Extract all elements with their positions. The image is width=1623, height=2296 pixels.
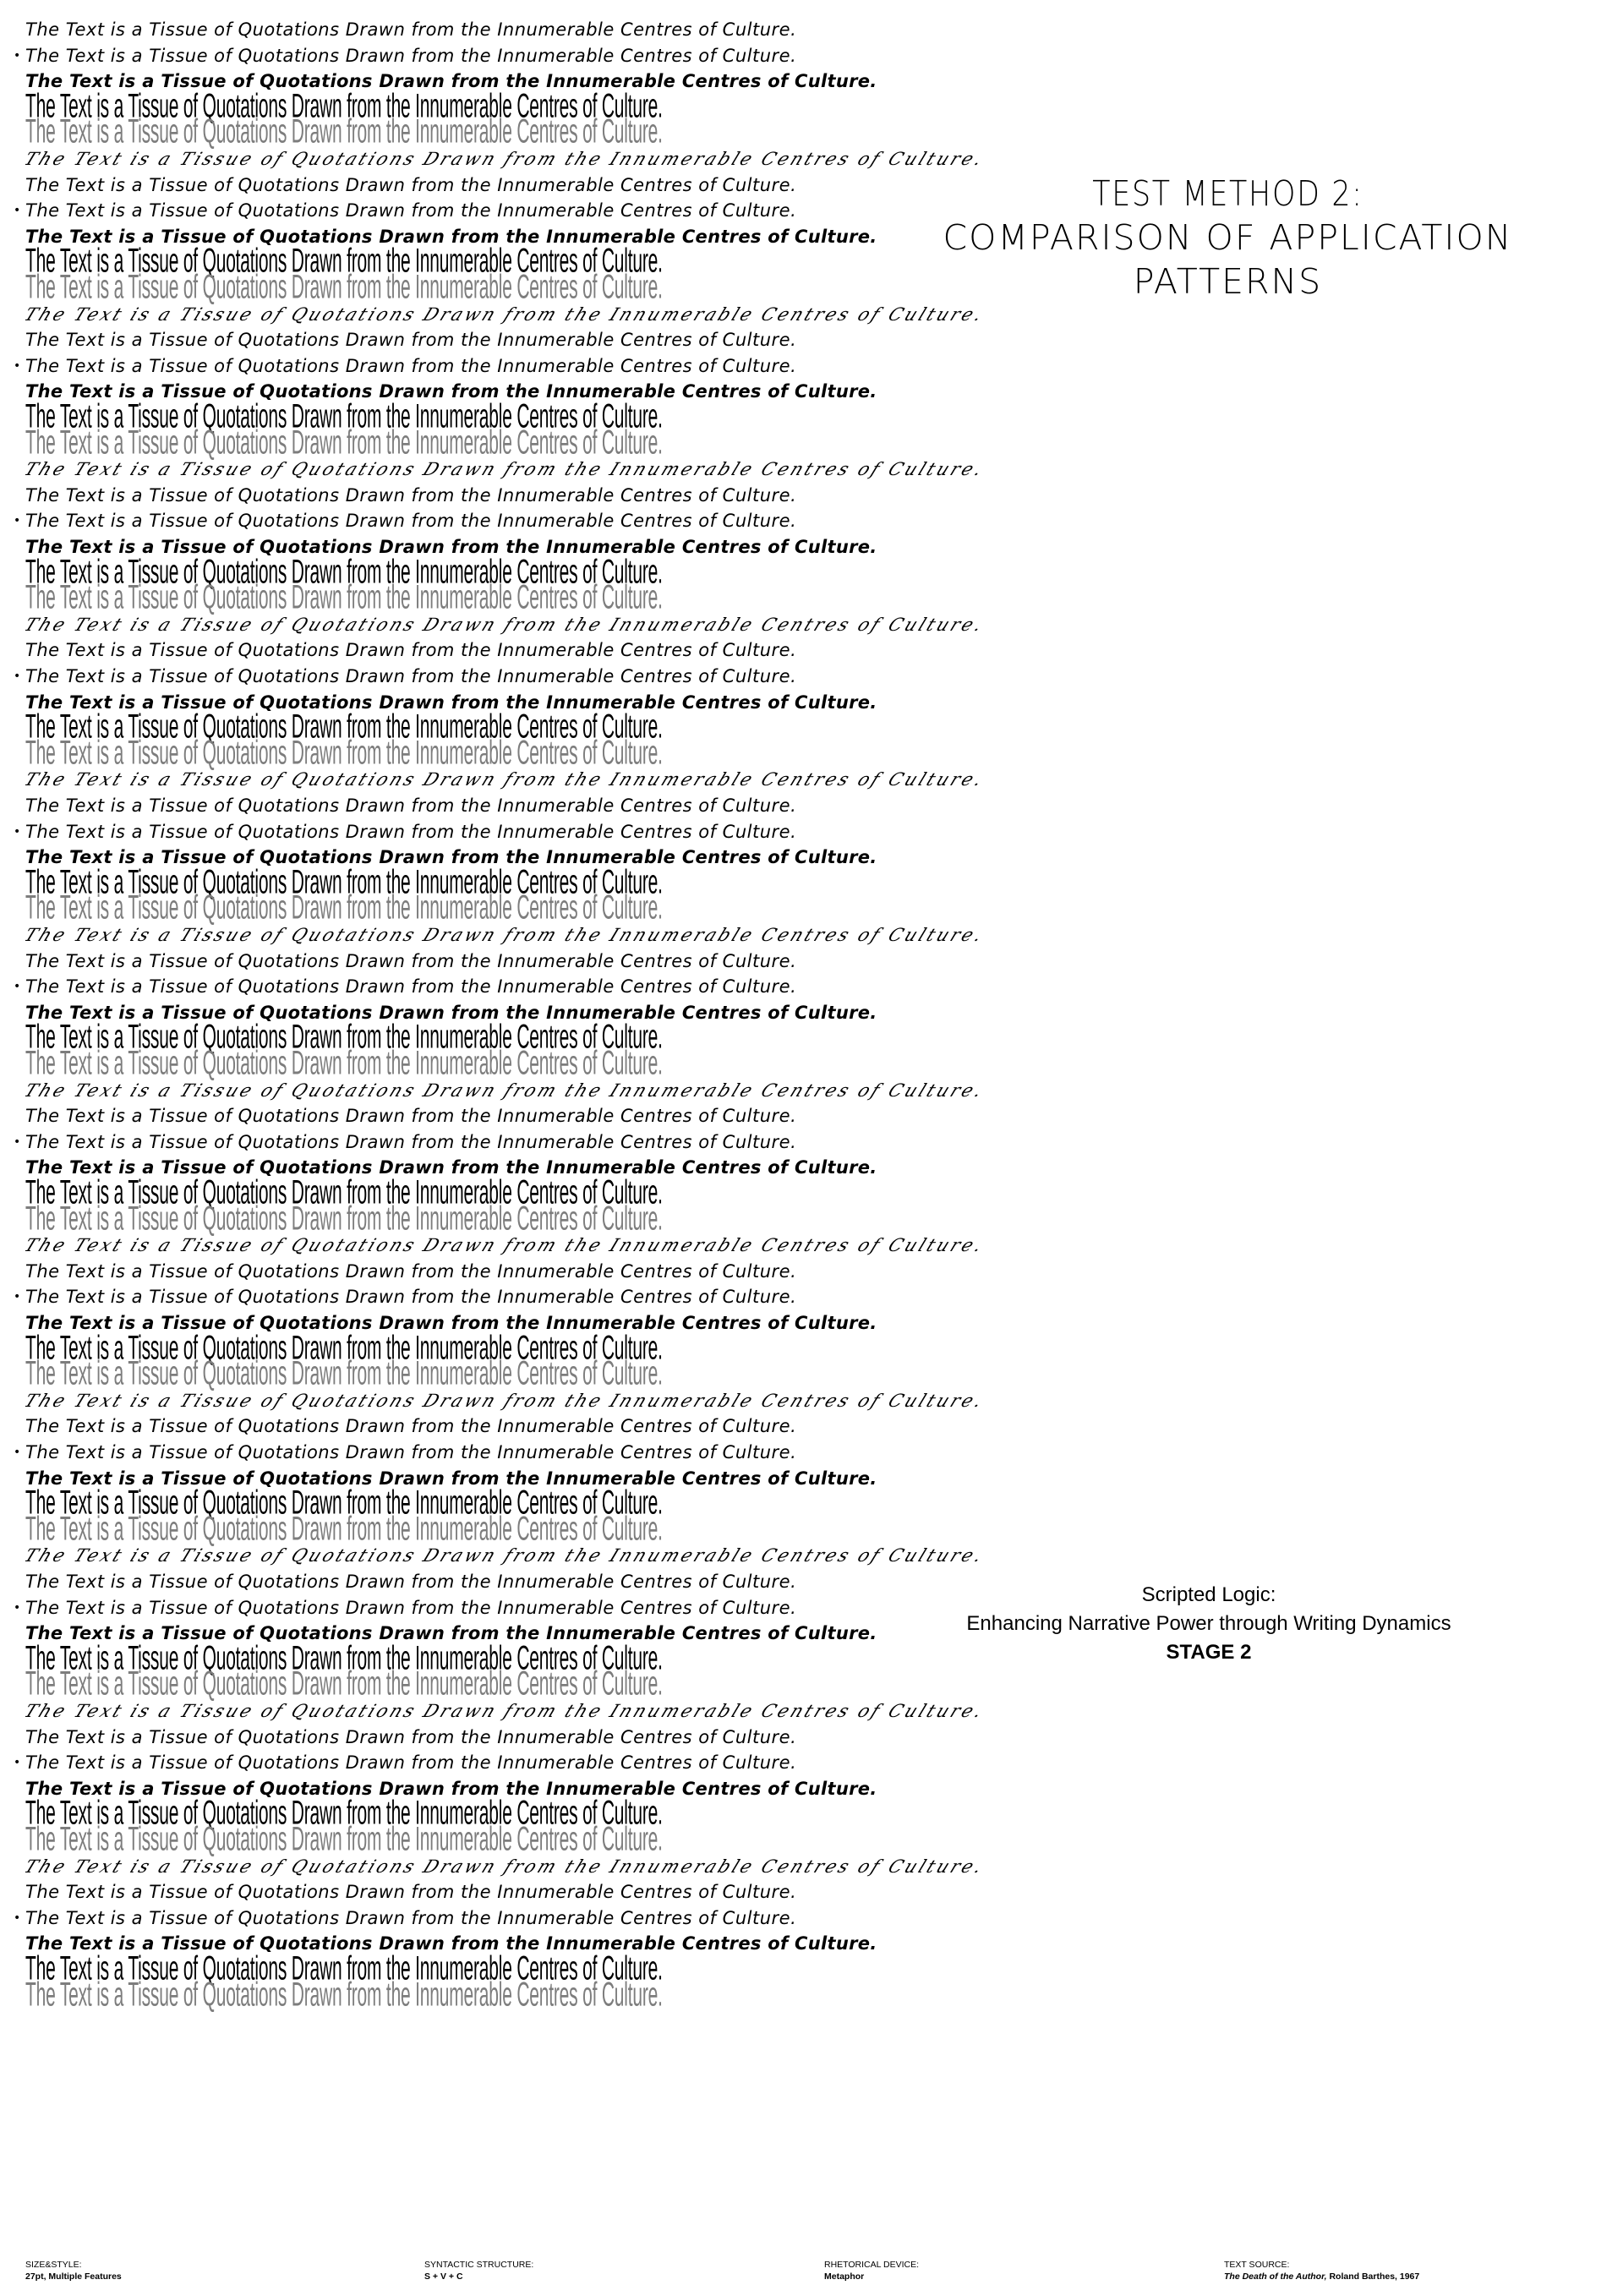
quotation-line [21,924,988,946]
bullet-icon: • [14,1756,21,1770]
quotation-text: The Text is a Tissue of Quotations Drawn from the Innumerable Centres of Culture. [25,45,797,66]
quotation-line [25,174,796,196]
quotation-line [25,1571,796,1593]
quotation-line [14,45,797,67]
bullet-icon: • [14,1446,21,1459]
quotation-text: The Text is a Tissue of Quotations Drawn from the Innumerable Centres of Culture. [25,511,797,532]
bullet-icon: • [14,1290,21,1304]
quotation-line [14,665,797,687]
quotation-text: The Text is a Tissue of Quotations Drawn from the Innumerable Centres of Culture. [25,1002,877,1023]
quotation-line [14,1597,797,1619]
quotation-line [14,355,797,377]
quotation-text: The Text is a Tissue of Quotations Drawn from the Innumerable Centres of Culture. [25,1752,797,1774]
footer-text-source-rest: Roland Barthes, 1967 [1326,2271,1420,2282]
bullet-icon: • [14,1911,21,1925]
quotation-text: The Text is a Tissue of Quotations Drawn from the Innumerable Centres of Culture. [25,87,663,125]
bullet-icon: • [14,1600,21,1615]
quotation-text: The Text is a Tissue of Quotations Drawn from the Innumerable Centres of Culture. [25,1484,663,1522]
quotation-text: The Text is a Tissue of Quotations Drawn from the Innumerable Centres of Culture. [25,1510,663,1548]
quotation-text: The Text is a Tissue of Quotations Drawn from the Innumerable Centres of Culture. [25,863,663,901]
quotation-text: The Text is a Tissue of Quotations Drawn from the Innumerable Centres of Culture. [21,149,988,169]
bullet-icon: • [14,48,21,63]
quotation-text: The Text is a Tissue of Quotations Drawn from the Innumerable Centres of Culture. [21,614,988,635]
quotation-text: The Text is a Tissue of Quotations Drawn from the Innumerable Centres of Culture. [21,769,988,790]
quotation-line [14,976,797,998]
quotation-text: The Text is a Tissue of Quotations Drawn from the Innumerable Centres of Culture. [21,925,988,945]
quotation-text: The Text is a Tissue of Quotations Drawn from the Innumerable Centres of Culture. [25,847,877,868]
quotation-text: The Text is a Tissue of Quotations Drawn from the Innumerable Centres of Culture. [25,19,797,40]
quotation-text: The Text is a Tissue of Quotations Drawn from the Innumerable Centres of Culture. [25,381,877,402]
quotation-line [14,821,797,843]
footer-text-source-value [1224,2271,1419,2282]
quotation-text: The Text is a Tissue of Quotations Drawn from the Innumerable Centres of Culture. [25,1726,797,1747]
quotation-text: The Text is a Tissue of Quotations Drawn from the Innumerable Centres of Culture. [21,303,988,325]
quotation-line [21,614,988,636]
quotation-text: The Text is a Tissue of Quotations Drawn from the Innumerable Centres of Culture. [25,1174,663,1211]
quotation-text: The Text is a Tissue of Quotations Drawn from the Innumerable Centres of Culture. [25,1933,877,1954]
quotation-text: The Text is a Tissue of Quotations Drawn from the Innumerable Centres of Culture. [25,1665,663,1703]
footer-text-source-title: The Death of the Author, [1224,2271,1327,2282]
quotation-text: The Text is a Tissue of Quotations Drawn from the Innumerable Centres of Culture. [25,355,797,376]
quotation-line [14,1286,797,1308]
quotation-line [21,1390,988,1412]
footer-rhetorical-device-label: RHETORICAL DEVICE: [824,2260,920,2270]
quotation-text: The Text is a Tissue of Quotations Drawn from the Innumerable Centres of Culture. [21,459,988,480]
quotation-line [14,1752,797,1774]
quotation-text: The Text is a Tissue of Quotations Drawn from the Innumerable Centres of Culture. [25,113,663,151]
bullet-icon: • [14,670,21,683]
footer-size-style-label: SIZE&STYLE: [25,2260,82,2270]
footer-rhetorical-device [824,2259,919,2282]
quotation-text: The Text is a Tissue of Quotations Drawn from the Innumerable Centres of Culture. [25,1260,797,1282]
bullet-icon: • [14,1134,21,1149]
quotation-line [25,1105,796,1127]
quotation-text: The Text is a Tissue of Quotations Drawn from the Innumerable Centres of Culture. [21,1080,988,1101]
quotation-text: The Text is a Tissue of Quotations Drawn from the Innumerable Centres of Culture. [25,1157,877,1178]
quotation-line [14,510,797,532]
quotation-line [14,1907,797,1929]
quotation-line [25,1881,796,1903]
quotation-text: The Text is a Tissue of Quotations Drawn from the Innumerable Centres of Culture. [25,821,797,842]
quotation-text: The Text is a Tissue of Quotations Drawn from the Innumerable Centres of Culture. [21,1390,988,1411]
quotation-line [25,1260,796,1282]
quotation-line [25,1975,663,2016]
quotation-text: The Text is a Tissue of Quotations Drawn from the Innumerable Centres of Culture. [25,1623,877,1644]
quotation-line [21,148,988,170]
quotation-text: The Text is a Tissue of Quotations Drawn from the Innumerable Centres of Culture. [21,1701,988,1721]
stage-subtitle: Enhancing Narrative Power through Writing Dynamics [966,1612,1451,1635]
quotation-text: The Text is a Tissue of Quotations Drawn from the Innumerable Centres of Culture. [25,553,663,591]
quotation-text: The Text is a Tissue of Quotations Drawn from the Innumerable Centres of Culture. [25,579,663,617]
quotation-text: The Text is a Tissue of Quotations Drawn from the Innumerable Centres of Culture. [25,1313,877,1333]
quotation-text: The Text is a Tissue of Quotations Drawn from the Innumerable Centres of Culture. [25,537,877,557]
quotation-text: The Text is a Tissue of Quotations Drawn from the Innumerable Centres of Culture. [25,226,877,247]
quotation-text: The Text is a Tissue of Quotations Drawn from the Innumerable Centres of Culture. [25,1572,797,1592]
quotation-text: The Text is a Tissue of Quotations Drawn from the Innumerable Centres of Culture. [25,1468,877,1489]
quotation-text: The Text is a Tissue of Quotations Drawn from the Innumerable Centres of Culture. [25,708,663,746]
footer-text-source [1224,2259,1419,2282]
quotation-text: The Text is a Tissue of Quotations Drawn from the Innumerable Centres of Culture. [25,424,663,462]
quotation-text: The Text is a Tissue of Quotations Drawn from the Innumerable Centres of Culture. [25,1131,797,1152]
quotation-text: The Text is a Tissue of Quotations Drawn from the Innumerable Centres of Culture. [25,795,797,816]
quotation-text: The Text is a Tissue of Quotations Drawn from the Innumerable Centres of Culture. [25,1778,877,1799]
quotation-line [25,1726,796,1748]
quotation-text: The Text is a Tissue of Quotations Drawn from the Innumerable Centres of Culture. [25,269,663,306]
quotation-text: The Text is a Tissue of Quotations Drawn from the Innumerable Centres of Culture. [25,1442,797,1462]
quotation-text: The Text is a Tissue of Quotations Drawn from the Innumerable Centres of Culture. [25,666,797,686]
quotation-text: The Text is a Tissue of Quotations Drawn from the Innumerable Centres of Culture. [25,1907,797,1928]
quotation-text: The Text is a Tissue of Quotations Drawn from the Innumerable Centres of Culture. [21,1545,988,1566]
quotation-line [14,200,797,221]
footer-syntactic-structure [424,2259,533,2282]
footer-size-style-value: 27pt, Multiple Features [25,2271,122,2282]
quotation-line [25,1415,796,1437]
bullet-icon: • [14,824,21,839]
quotation-line [21,1234,988,1256]
quotation-line [21,1544,988,1566]
footer-text-source-label: TEXT SOURCE: [1224,2260,1290,2270]
quotation-text: The Text is a Tissue of Quotations Drawn from the Innumerable Centres of Culture. [25,1976,663,2014]
quotation-line [21,768,988,790]
quotation-text: The Text is a Tissue of Quotations Drawn from the Innumerable Centres of Culture. [25,200,797,221]
quotation-text: The Text is a Tissue of Quotations Drawn from the Innumerable Centres of Culture. [21,1235,988,1256]
quotation-line [14,1441,797,1463]
quotation-line [25,484,796,506]
quotation-text: The Text is a Tissue of Quotations Drawn from the Innumerable Centres of Culture. [25,889,663,927]
quotation-text: The Text is a Tissue of Quotations Drawn from the Innumerable Centres of Culture. [25,174,797,195]
quotation-text: The Text is a Tissue of Quotations Drawn from the Innumerable Centres of Culture. [25,1821,663,1858]
footer-rhetorical-device-value: Metaphor [824,2271,865,2282]
bullet-icon: • [14,204,21,218]
quotation-line [21,1856,988,1878]
quotation-text: The Text is a Tissue of Quotations Drawn from the Innumerable Centres of Culture. [25,1795,663,1833]
quotation-text: The Text is a Tissue of Quotations Drawn from the Innumerable Centres of Culture. [25,1639,663,1677]
quotation-text: The Text is a Tissue of Quotations Drawn from the Innumerable Centres of Culture. [25,1597,797,1618]
quotation-line [21,458,988,480]
quotation-text: The Text is a Tissue of Quotations Drawn from the Innumerable Centres of Culture. [25,692,877,713]
quotation-text: The Text is a Tissue of Quotations Drawn from the Innumerable Centres of Culture. [25,734,663,772]
footer-size-style [25,2259,122,2282]
quotation-line [25,950,796,972]
quotation-text: The Text is a Tissue of Quotations Drawn from the Innumerable Centres of Culture. [25,640,797,661]
quotation-text: The Text is a Tissue of Quotations Drawn from the Innumerable Centres of Culture. [25,1950,663,1987]
footer-syntactic-structure-value: S + V + C [424,2271,463,2282]
quotation-text: The Text is a Tissue of Quotations Drawn from the Innumerable Centres of Culture. [25,243,663,281]
method-title-line-1: TEST METHOD 2: [1092,173,1363,214]
quotation-line [21,1700,988,1722]
quotation-text: The Text is a Tissue of Quotations Drawn from the Innumerable Centres of Culture. [25,71,877,92]
quotation-text: The Text is a Tissue of Quotations Drawn from the Innumerable Centres of Culture. [25,976,797,998]
quotation-text: The Text is a Tissue of Quotations Drawn from the Innumerable Centres of Culture. [21,1856,988,1877]
bullet-icon: • [14,980,21,994]
quotation-text: The Text is a Tissue of Quotations Drawn from the Innumerable Centres of Culture. [25,1416,797,1437]
quotation-text: The Text is a Tissue of Quotations Drawn from the Innumerable Centres of Culture. [25,1287,797,1308]
quotation-text: The Text is a Tissue of Quotations Drawn from the Innumerable Centres of Culture. [25,484,797,506]
footer-syntactic-structure-label: SYNTACTIC STRUCTURE: [424,2260,534,2270]
quotation-line [25,639,796,661]
method-title [845,172,1610,303]
quotation-text: The Text is a Tissue of Quotations Drawn from the Innumerable Centres of Culture. [25,1329,663,1367]
quotation-line [25,795,796,817]
quotation-text: The Text is a Tissue of Quotations Drawn from the Innumerable Centres of Culture. [25,330,797,351]
quotation-line [21,1080,988,1102]
quotation-text: The Text is a Tissue of Quotations Drawn from the Innumerable Centres of Culture. [25,950,797,971]
bullet-icon: • [14,514,21,528]
quotation-text: The Text is a Tissue of Quotations Drawn from the Innumerable Centres of Culture. [25,1106,797,1127]
quotation-text: The Text is a Tissue of Quotations Drawn from the Innumerable Centres of Culture. [25,1200,663,1238]
stage-title: Scripted Logic: [1141,1583,1276,1606]
stage-label: STAGE 2 [1166,1641,1252,1664]
quotation-line [25,329,796,351]
quotation-line [25,19,796,41]
quotation-line [21,303,988,325]
stage-block [947,1581,1471,1667]
quotation-text: The Text is a Tissue of Quotations Drawn from the Innumerable Centres of Culture. [25,398,663,435]
quotation-text: The Text is a Tissue of Quotations Drawn from the Innumerable Centres of Culture. [25,1045,663,1082]
quotation-text: The Text is a Tissue of Quotations Drawn from the Innumerable Centres of Culture. [25,1355,663,1393]
quotation-text: The Text is a Tissue of Quotations Drawn from the Innumerable Centres of Culture. [25,1882,797,1903]
quotation-line [14,1131,797,1153]
quotation-text: The Text is a Tissue of Quotations Drawn from the Innumerable Centres of Culture. [25,1019,663,1057]
bullet-icon: • [14,358,21,373]
footer [0,2259,1623,2293]
method-title-line-2: COMPARISON OF APPLICATION PATTERNS [943,217,1513,302]
